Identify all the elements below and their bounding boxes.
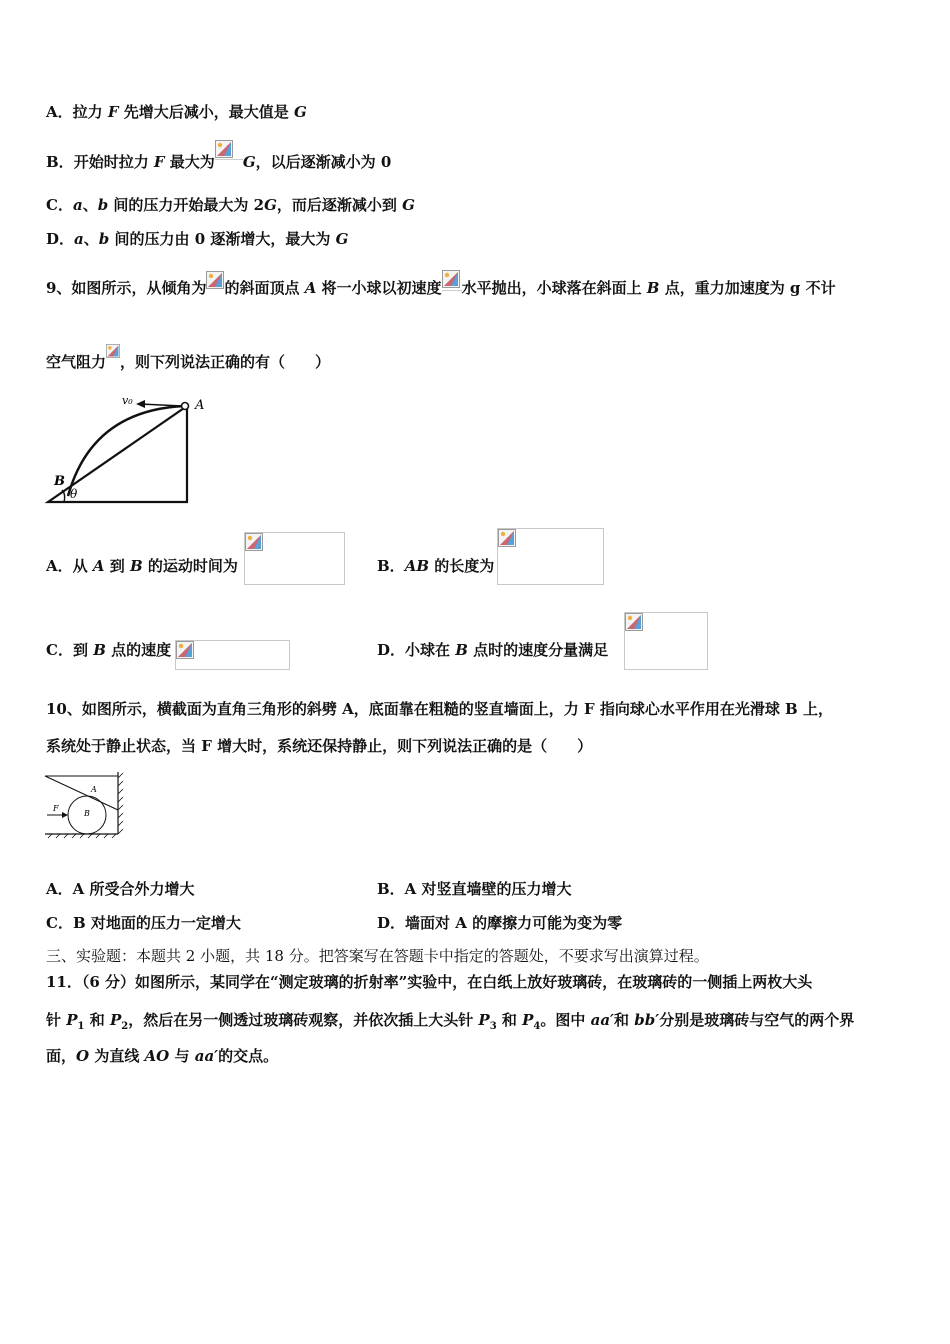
q11-stem-line3: 面，O 为直线 AO 与 aa′的交点。 <box>46 1047 279 1065</box>
formula-image-box <box>244 532 345 585</box>
velocity-arrow <box>140 404 183 406</box>
label-a: A <box>195 398 205 413</box>
q8-option-c: C．a、b 间的压力开始最大为 2G，而后逐渐减小到 G <box>46 196 415 214</box>
label-a: A <box>91 785 97 794</box>
q9-option-c: C．到 B 点的速度 <box>46 641 172 659</box>
label-b: B <box>84 809 90 818</box>
q8-option-b: B．开始时拉力 F 最大为 G，以后逐渐减小为 0 <box>46 148 391 178</box>
q10-option-d: D．墙面对 A 的摩擦力可能为变为零 <box>377 914 623 932</box>
q9-stem-line1: 9、如图所示，从倾角为 的斜面顶点 A 将一小球以初速度 水平抛出，小球落在斜面上 B 点，重力加速度为 g 不计 <box>46 276 836 302</box>
q9-option-d: D．小球在 B 点时的速度分量满足 <box>377 641 609 659</box>
broken-image-icon <box>215 140 233 158</box>
formula-image <box>442 270 462 296</box>
broken-image-icon <box>106 342 120 360</box>
broken-image-icon <box>442 270 460 288</box>
q11-stem-line2: 针 $P_1$ 和 $P_2$，然后在另一侧透过玻璃砖观察，并依次插上大头针 $P_3$ 和 $P_4$。图中 aa′和 bb′分别是玻璃砖与空气的两个界 <box>46 1011 855 1032</box>
q10-option-a: A．A 所受合外力增大 <box>46 880 195 898</box>
label-b: B <box>54 474 65 489</box>
formula-image-box <box>175 640 290 670</box>
q9-option-b: B．AB 的长度为 <box>377 557 495 575</box>
broken-image-icon <box>206 271 224 289</box>
q11-stem-line1: 11．（6 分）如图所示，某同学在“测定玻璃的折射率”实验中，在白纸上放好玻璃砖，在玻璃砖的一侧插上两枚大头 <box>46 973 813 991</box>
broken-image-icon <box>625 613 643 631</box>
formula-image-box <box>624 612 708 670</box>
formula-image <box>106 342 120 368</box>
q10-stem-line2: 系统处于静止状态，当 F 增大时，系统还保持静止，则下列说法正确的是（ ） <box>46 737 593 755</box>
q10-option-b: B．A 对竖直墙壁的压力增大 <box>377 880 572 898</box>
formula-image <box>206 271 224 295</box>
formula-image <box>215 140 243 170</box>
broken-image-icon <box>498 529 516 547</box>
q8-option-d: D．a、b 间的压力由 0 逐渐增大，最大为 G <box>46 230 349 248</box>
q10-option-c: C．B 对地面的压力一定增大 <box>46 914 241 932</box>
label-theta: θ <box>70 487 78 501</box>
q8-option-a: A．拉力 F 先增大后减小，最大值是 G <box>46 103 307 121</box>
q10-wedge-figure <box>44 770 126 840</box>
q9-incline-figure <box>44 390 224 506</box>
q9-stem-line2: 空气阻力 ，则下列说法正确的有（ ） <box>46 350 330 376</box>
q9-option-a: A．从 A 到 B 的运动时间为 <box>46 557 238 575</box>
label-v0: v₀ <box>122 394 133 407</box>
ball <box>182 403 189 410</box>
broken-image-icon <box>245 533 263 551</box>
section-3-heading: 三、实验题：本题共 2 小题，共 18 分。把答案写在答题卡中指定的答题处，不要求写出演算过程。 <box>46 947 709 965</box>
incline-triangle <box>48 406 187 502</box>
q10-stem-line1: 10、如图所示，横截面为直角三角形的斜劈 A，底面靠在粗糙的竖直墙面上，力 F 指向球心水平作用在光滑球 B 上， <box>46 700 833 718</box>
broken-image-icon <box>176 641 194 659</box>
label-f: F <box>53 804 59 813</box>
formula-image-box <box>497 528 604 585</box>
